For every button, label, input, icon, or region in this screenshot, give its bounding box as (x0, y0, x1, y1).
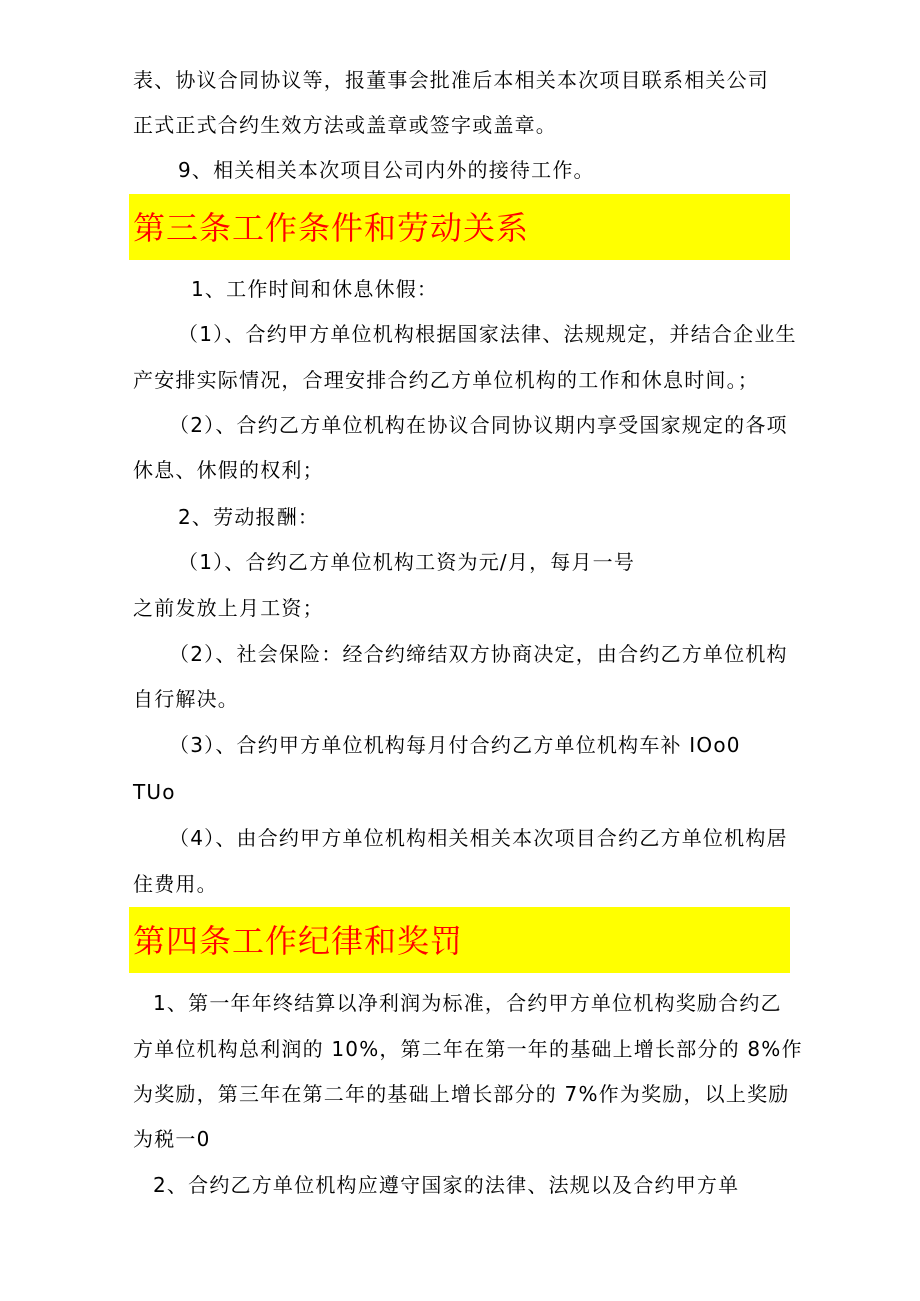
paragraph-line: 1、第一年年终结算以净利润为标准，合约甲方单位机构奖励合约乙 (153, 991, 782, 1015)
paragraph-line: 方单位机构总利润的 10%，第二年在第一年的基础上增长部分的 8%作 (133, 1037, 803, 1061)
section-4-heading-bar (129, 907, 790, 973)
paragraph-line: 住费用。 (133, 872, 218, 896)
paragraph-line: （3）、合约甲方单位机构每月付合约乙方单位机构车补 IOo0 (169, 733, 741, 757)
section-3-heading: 第三条工作条件和劳动关系 (133, 209, 530, 247)
paragraph-line: （4）、由合约甲方单位机构相关相关本次项目合约乙方单位机构居 (169, 826, 788, 850)
paragraph-line: 产安排实际情况，合理安排合约乙方单位机构的工作和休息时间。； (133, 368, 759, 392)
list-item-9: 9、相关相关本次项目公司内外的接待工作。 (178, 158, 595, 182)
paragraph-line: 正式正式合约生效方法或盖章或签字或盖章。 (133, 113, 557, 137)
section-3-heading-bar (129, 194, 790, 260)
section-3-item-2-title: 2、劳动报酬： (178, 505, 320, 529)
paragraph-line: （2）、社会保险：经合约缔结双方协商决定，由合约乙方单位机构 (169, 642, 788, 666)
paragraph-line: （1）、合约甲方单位机构根据国家法律、法规规定，并结合企业生 (178, 322, 797, 346)
paragraph-line: 休息、休假的权利； (133, 458, 324, 482)
paragraph-line: 2、合约乙方单位机构应遵守国家的法律、法规以及合约甲方单 (153, 1173, 740, 1197)
section-3-item-1-title: 1、工作时间和休息休假： (191, 277, 439, 301)
paragraph-line: TUo (133, 780, 176, 804)
paragraph-line: 之前发放上月工资； (133, 596, 324, 620)
paragraph-line: 为税一0 (133, 1127, 211, 1151)
section-4-heading: 第四条工作纪律和奖罚 (133, 922, 464, 960)
paragraph-line: 表、协议合同协议等，报董事会批准后本相关本次项目联系相关公司 (133, 68, 769, 92)
paragraph-line: （1）、合约乙方单位机构工资为元/月，每月一号 (178, 550, 636, 574)
paragraph-line: 为奖励，第三年在第二年的基础上增长部分的 7%作为奖励，以上奖励 (133, 1082, 790, 1106)
paragraph-line: 自行解决。 (133, 687, 239, 711)
paragraph-line: （2）、合约乙方单位机构在协议合同协议期内享受国家规定的各项 (169, 413, 788, 437)
